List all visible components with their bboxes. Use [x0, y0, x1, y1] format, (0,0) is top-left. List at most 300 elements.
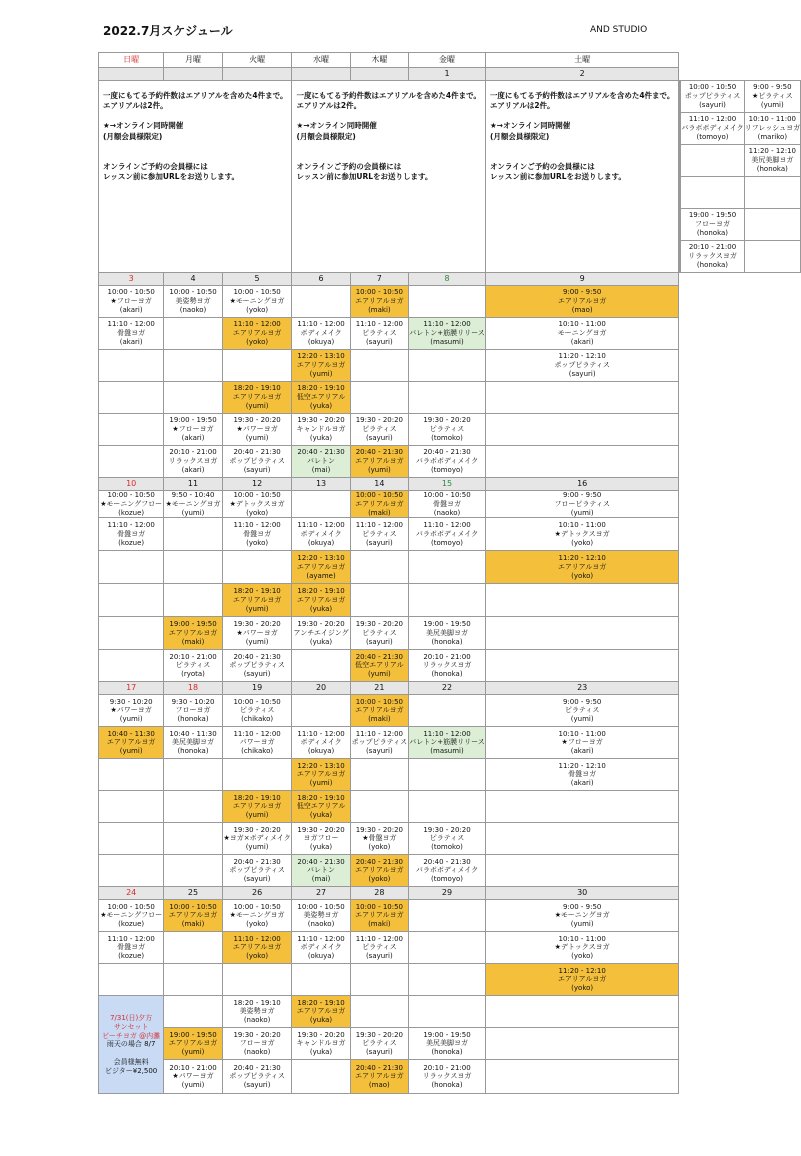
empty-slot	[409, 996, 486, 1028]
class-name: ポップピラティス	[554, 361, 610, 370]
class-cell[interactable]	[409, 727, 486, 759]
class-time: 19:30 - 20:20	[233, 1030, 281, 1039]
instructor: (sayuri)	[365, 433, 393, 442]
class-cell[interactable]	[222, 1028, 292, 1060]
class-name: ★モーニングフロー	[100, 499, 163, 508]
class-time: 10:00 - 10:50	[355, 697, 404, 706]
class-name: エアリアルヨガ	[355, 911, 404, 920]
class-time: 9:30 - 10:20	[109, 697, 153, 706]
class-cell[interactable]	[292, 932, 350, 964]
class-time: 9:30 - 10:20	[171, 697, 215, 706]
class-name: 低空エアリアル	[296, 393, 346, 402]
class-name: ピラティス	[239, 706, 275, 715]
class-name: フローピラティス	[554, 499, 610, 508]
class-cell[interactable]	[409, 518, 486, 551]
class-cell[interactable]	[222, 791, 292, 823]
instructor: (yuka)	[309, 604, 333, 613]
class-cell[interactable]	[164, 727, 222, 759]
instructor: (honoka)	[756, 164, 788, 173]
class-time: 11:20 - 12:10	[558, 966, 606, 975]
date-cell-18: 18	[164, 682, 222, 695]
class-cell[interactable]	[350, 727, 408, 759]
empty-slot	[222, 350, 292, 382]
class-name: エアリアルヨガ	[557, 975, 607, 984]
class-cell[interactable]	[164, 1060, 222, 1094]
class-cell[interactable]	[222, 414, 292, 446]
class-cell[interactable]	[222, 695, 292, 727]
class-time: 18:20 - 19:10	[297, 587, 345, 596]
class-cell[interactable]	[99, 286, 164, 318]
class-time: 20:10 - 21:00	[169, 652, 217, 661]
class-cell[interactable]	[409, 617, 486, 650]
class-cell[interactable]	[222, 382, 292, 414]
class-cell[interactable]	[99, 932, 164, 964]
empty-slot	[409, 551, 486, 584]
instructor: (maki)	[368, 508, 391, 517]
class-name: バラボボディメイク	[415, 529, 479, 538]
class-time: 20:40 - 21:30	[233, 857, 281, 866]
empty-slot	[485, 1060, 678, 1094]
class-cell[interactable]	[222, 584, 292, 617]
week-3-slot-row	[99, 551, 801, 584]
empty-slot	[350, 551, 408, 584]
class-name: ピラティス	[362, 425, 397, 434]
instructor: (sayuri)	[243, 1081, 271, 1090]
class-time: 19:30 - 20:20	[297, 416, 345, 425]
class-name: エアリアルヨガ	[168, 911, 218, 920]
class-cell[interactable]	[409, 318, 486, 350]
class-name: キャンドルヨガ	[296, 1039, 346, 1048]
class-cell[interactable]	[292, 350, 350, 382]
date-cell-10: 10	[99, 478, 164, 491]
class-cell[interactable]	[350, 1028, 408, 1060]
class-name: 美姿勢ヨガ	[175, 297, 211, 306]
instructor: (yoko)	[571, 984, 594, 993]
class-cell[interactable]	[99, 491, 164, 518]
instructor: (naoko)	[243, 1016, 271, 1025]
empty-slot	[485, 617, 678, 650]
class-cell[interactable]	[409, 414, 486, 446]
note-line	[296, 152, 480, 162]
class-time: 10:00 - 10:50	[169, 288, 217, 297]
week-2-slot-row	[99, 318, 801, 350]
class-cell[interactable]	[409, 855, 486, 887]
class-cell[interactable]	[292, 414, 350, 446]
date-cell-25: 25	[164, 887, 222, 900]
weekday-tue: 火曜	[222, 53, 292, 68]
class-time: 19:30 - 20:20	[233, 620, 281, 629]
empty-slot	[164, 855, 222, 887]
class-name: バラボボディメイク	[415, 457, 479, 466]
week-1-slot-row	[99, 81, 801, 113]
class-cell[interactable]	[164, 491, 222, 518]
class-time: 11:20 - 12:10	[558, 761, 606, 770]
class-time: 11:20 - 12:10	[748, 147, 796, 156]
instructor: (akari)	[570, 779, 594, 788]
class-time: 11:20 - 12:10	[558, 554, 606, 563]
date-cell-14: 14	[350, 478, 408, 491]
class-cell[interactable]	[292, 791, 350, 823]
class-name: リフレッシュヨガ	[744, 124, 801, 133]
class-time: 11:10 - 12:00	[423, 729, 471, 738]
class-cell[interactable]	[222, 518, 292, 551]
empty-slot	[485, 855, 678, 887]
date-cell-12: 12	[222, 478, 292, 491]
class-cell[interactable]	[350, 695, 408, 727]
class-name: エアリアルヨガ	[232, 595, 282, 604]
class-cell[interactable]	[222, 823, 292, 855]
class-time: 10:10 - 11:00	[558, 934, 606, 943]
instructor: (yumi)	[570, 715, 594, 724]
event-line: ビジター¥2,500	[105, 1066, 158, 1075]
class-cell[interactable]	[485, 491, 678, 518]
class-cell[interactable]	[164, 286, 222, 318]
class-cell[interactable]	[222, 1060, 292, 1094]
instructor: (sayuri)	[699, 100, 726, 109]
class-cell[interactable]	[350, 823, 408, 855]
class-cell[interactable]	[350, 617, 408, 650]
class-cell[interactable]	[409, 823, 486, 855]
class-cell[interactable]	[681, 113, 744, 145]
class-name: ピラティス	[362, 628, 397, 637]
class-cell[interactable]	[164, 414, 222, 446]
class-cell[interactable]	[681, 241, 744, 273]
class-time: 11:10 - 12:00	[688, 115, 737, 124]
class-cell[interactable]	[292, 996, 350, 1028]
class-name: ピラティス	[175, 661, 211, 670]
note-line	[296, 111, 480, 121]
class-time: 10:00 - 10:50	[355, 288, 404, 297]
class-cell[interactable]	[485, 932, 678, 964]
class-time: 20:10 - 21:00	[423, 652, 471, 661]
class-name: アンチエイジング	[293, 628, 349, 637]
instructor: (yumi)	[367, 670, 391, 679]
instructor: (yumi)	[245, 811, 269, 820]
class-cell[interactable]	[485, 518, 678, 551]
instructor: (yumi)	[245, 843, 269, 852]
week-5-slot-row	[99, 900, 801, 932]
note-line	[103, 142, 287, 152]
class-cell[interactable]	[744, 145, 801, 177]
class-cell[interactable]	[485, 318, 678, 350]
empty-slot	[409, 932, 486, 964]
instructor: (akari)	[119, 337, 143, 346]
empty-slot	[222, 551, 292, 584]
date-cell-15: 15	[409, 478, 486, 491]
class-cell[interactable]	[292, 617, 350, 650]
class-cell[interactable]	[222, 996, 292, 1028]
class-cell[interactable]	[292, 1028, 350, 1060]
class-name: モーニングヨガ	[557, 329, 607, 338]
class-cell[interactable]	[292, 823, 350, 855]
info-note	[485, 81, 678, 273]
class-cell[interactable]	[292, 318, 350, 350]
class-cell[interactable]	[350, 932, 408, 964]
class-cell[interactable]	[164, 1028, 222, 1060]
instructor: (tomoyo)	[430, 465, 464, 474]
class-name: エアリアルヨガ	[296, 361, 346, 370]
instructor: (tomoko)	[431, 843, 463, 852]
class-time: 10:10 - 11:00	[558, 729, 606, 738]
class-cell[interactable]	[292, 551, 350, 584]
class-cell[interactable]	[222, 855, 292, 887]
class-name: ポップピラティス	[684, 92, 741, 101]
class-cell[interactable]	[409, 446, 486, 478]
class-cell[interactable]	[485, 759, 678, 791]
class-name: 美尻美脚ヨガ	[426, 1039, 468, 1048]
instructor: (okuya)	[307, 952, 335, 961]
empty-slot	[409, 286, 486, 318]
date-cell-21: 21	[350, 682, 408, 695]
class-name: フローヨガ	[694, 220, 730, 229]
weekday-header-row	[99, 53, 801, 68]
instructor: (honoka)	[696, 228, 729, 237]
class-time: 20:40 - 21:30	[355, 652, 404, 661]
instructor: (yuka)	[309, 401, 333, 410]
class-cell[interactable]	[292, 759, 350, 791]
class-cell[interactable]	[409, 1060, 486, 1094]
class-cell[interactable]	[292, 382, 350, 414]
instructor: (yumi)	[119, 747, 143, 756]
date-cell-16: 16	[485, 478, 678, 491]
class-cell[interactable]	[99, 727, 164, 759]
class-cell[interactable]	[292, 446, 350, 478]
class-cell[interactable]	[350, 518, 408, 551]
class-cell[interactable]	[409, 1028, 486, 1060]
class-time: 19:00 - 19:50	[423, 620, 471, 629]
class-time: 10:10 - 11:00	[558, 320, 606, 329]
empty-slot	[681, 177, 744, 209]
event-line: ビーチヨガ @内灘	[102, 1031, 161, 1040]
date-cell-24: 24	[99, 887, 164, 900]
class-cell[interactable]	[350, 855, 408, 887]
class-time: 18:20 - 19:10	[297, 793, 345, 802]
note-line: オンラインご予約の会員様には	[489, 161, 595, 171]
weekday-sat: 土曜	[485, 53, 678, 68]
class-time: 20:10 - 21:00	[423, 1063, 471, 1072]
class-time: 19:00 - 19:50	[169, 1030, 217, 1039]
note-line	[296, 142, 480, 152]
class-cell[interactable]	[350, 286, 408, 318]
empty-slot	[164, 996, 222, 1028]
info-note	[99, 81, 292, 273]
date-cell-2: 2	[485, 68, 678, 81]
class-cell[interactable]	[350, 1060, 408, 1094]
empty-slot	[164, 791, 222, 823]
week-3-slot-row	[99, 650, 801, 682]
class-cell[interactable]	[350, 650, 408, 682]
class-time: 19:30 - 20:20	[355, 620, 404, 629]
instructor: (sayuri)	[365, 952, 393, 961]
note-line	[490, 152, 674, 162]
class-cell[interactable]	[99, 318, 164, 350]
instructor: (akari)	[570, 337, 594, 346]
empty-slot	[222, 759, 292, 791]
class-cell[interactable]	[222, 900, 292, 932]
note-line: エアリアルは2件。	[103, 101, 168, 111]
instructor: (sayuri)	[365, 337, 393, 346]
class-time: 10:00 - 10:50	[233, 491, 281, 499]
date-cell-1: 1	[409, 68, 486, 81]
weekday-mon: 月曜	[164, 53, 222, 68]
instructor: (yumi)	[309, 369, 333, 378]
week-4-slot-row	[99, 791, 801, 823]
empty-slot	[485, 791, 678, 823]
empty-slot	[99, 964, 164, 996]
date-cell-6: 6	[292, 273, 350, 286]
note-line: 一度にもてる予約件数はエアリアルを含めた4件まで。	[489, 91, 675, 100]
class-time: 9:50 - 10:40	[171, 491, 215, 499]
instructor: (honoka)	[431, 1081, 463, 1090]
class-time: 19:00 - 19:50	[169, 416, 217, 425]
class-cell[interactable]	[222, 491, 292, 518]
class-cell[interactable]	[350, 491, 408, 518]
instructor: (kozue)	[118, 920, 145, 929]
class-name: ★フローヨガ	[172, 425, 214, 434]
class-cell[interactable]	[164, 695, 222, 727]
class-cell[interactable]	[681, 209, 744, 241]
class-cell[interactable]	[292, 900, 350, 932]
event-line: 7/31(日)夕方	[110, 1014, 153, 1023]
class-name: ★デトックスヨガ	[229, 499, 285, 508]
class-cell[interactable]	[350, 446, 408, 478]
class-cell[interactable]	[350, 900, 408, 932]
class-name: ポップピラティス	[229, 661, 285, 670]
class-cell[interactable]	[744, 113, 801, 145]
week-3-slot-row	[99, 584, 801, 617]
class-cell[interactable]	[164, 617, 222, 650]
week-3-slot-row	[99, 491, 801, 518]
class-name: ポップピラティス	[229, 457, 285, 466]
instructor: (akari)	[181, 433, 205, 442]
schedule-table	[98, 52, 801, 1094]
class-cell[interactable]	[222, 446, 292, 478]
instructor: (yumi)	[760, 100, 784, 109]
class-time: 9:00 - 9:50	[562, 697, 602, 706]
instructor: (yumi)	[367, 465, 391, 474]
class-cell[interactable]	[485, 900, 678, 932]
week-3-slot-row	[99, 518, 801, 551]
date-cell-30: 30	[485, 887, 678, 900]
class-cell[interactable]	[485, 964, 678, 996]
week-4-slot-row	[99, 759, 801, 791]
class-cell[interactable]	[409, 650, 486, 682]
class-cell[interactable]	[485, 350, 678, 382]
class-name: 美尻美脚ヨガ	[172, 738, 215, 747]
empty-slot	[681, 145, 744, 177]
instructor: (yoko)	[246, 538, 269, 547]
instructor: (sayuri)	[365, 1048, 393, 1057]
week-5-slot-row	[99, 964, 801, 996]
class-cell[interactable]	[164, 650, 222, 682]
week-4-slot-row	[99, 855, 801, 887]
class-time: 10:00 - 10:50	[423, 491, 471, 499]
class-cell[interactable]	[409, 491, 486, 518]
note-line: レッスン前に参加URLをお送りします。	[296, 172, 433, 181]
info-note	[292, 81, 485, 273]
class-cell[interactable]	[485, 695, 678, 727]
note-line: ★→オンライン同時開催	[103, 121, 184, 131]
instructor: (chikako)	[241, 747, 274, 756]
class-name: ★フローヨガ	[561, 738, 603, 747]
note-line: エアリアルは2件。	[489, 101, 555, 111]
class-cell[interactable]	[222, 932, 292, 964]
class-name: 骨盤ヨガ	[243, 529, 272, 538]
class-cell[interactable]	[292, 727, 350, 759]
class-time: 20:40 - 21:30	[297, 448, 345, 457]
class-name: エアリアルヨガ	[355, 706, 404, 715]
class-name: ★パワーヨガ	[236, 628, 278, 637]
note-line: 一度にもてる予約件数はエアリアルを含めた4件まで。	[103, 91, 288, 100]
class-cell[interactable]	[222, 617, 292, 650]
class-time: 18:20 - 19:10	[297, 998, 345, 1007]
class-cell[interactable]	[222, 286, 292, 318]
week-5-slot-row	[99, 1028, 801, 1060]
class-name: エアリアルヨガ	[557, 297, 607, 306]
empty-slot	[485, 996, 678, 1028]
class-time: 10:00 - 10:50	[297, 902, 345, 911]
instructor: (okuya)	[307, 747, 335, 756]
instructor: (naoko)	[307, 920, 335, 929]
empty-slot	[409, 900, 486, 932]
class-cell[interactable]	[744, 81, 801, 113]
class-cell[interactable]	[222, 318, 292, 350]
empty-slot	[350, 759, 408, 791]
class-cell[interactable]	[292, 584, 350, 617]
note-line: ★→オンライン同時開催	[489, 121, 571, 131]
class-name: ピラティス	[429, 834, 465, 843]
class-name: ★フローヨガ	[110, 297, 152, 306]
class-time: 10:00 - 10:50	[233, 902, 281, 911]
class-name: エアリアルヨガ	[232, 393, 282, 402]
class-cell[interactable]	[99, 695, 164, 727]
empty-slot	[292, 695, 350, 727]
date-cell-23: 23	[485, 682, 678, 695]
instructor: (naoko)	[433, 508, 461, 517]
class-cell[interactable]	[222, 727, 292, 759]
class-time: 19:00 - 19:50	[688, 211, 737, 220]
class-time: 19:30 - 20:20	[355, 825, 404, 834]
class-cell[interactable]	[350, 414, 408, 446]
class-time: 20:40 - 21:30	[423, 448, 471, 457]
class-cell[interactable]	[485, 727, 678, 759]
class-cell[interactable]	[99, 518, 164, 551]
date-cell-5: 5	[222, 273, 292, 286]
empty-slot	[485, 1028, 678, 1060]
class-cell[interactable]	[485, 286, 678, 318]
note-line: (月額会員様限定)	[103, 131, 163, 141]
class-cell[interactable]	[99, 900, 164, 932]
class-cell[interactable]	[164, 446, 222, 478]
instructor: (yoko)	[246, 337, 269, 346]
class-name: バレトン+筋膜リリース	[409, 329, 485, 338]
class-cell[interactable]	[350, 318, 408, 350]
instructor: (tomoyo)	[430, 538, 464, 547]
class-cell[interactable]	[222, 650, 292, 682]
class-time: 18:20 - 19:10	[233, 998, 281, 1007]
class-cell[interactable]	[292, 855, 350, 887]
class-cell[interactable]	[164, 900, 222, 932]
instructor: (yuka)	[309, 811, 333, 820]
class-time: 10:00 - 10:50	[233, 288, 281, 297]
date-cell-27: 27	[292, 887, 350, 900]
class-cell[interactable]	[485, 551, 678, 584]
empty-slot	[409, 350, 486, 382]
class-cell[interactable]	[681, 81, 744, 113]
class-cell[interactable]	[292, 518, 350, 551]
empty-slot	[164, 350, 222, 382]
class-name: キャンドルヨガ	[296, 425, 346, 434]
